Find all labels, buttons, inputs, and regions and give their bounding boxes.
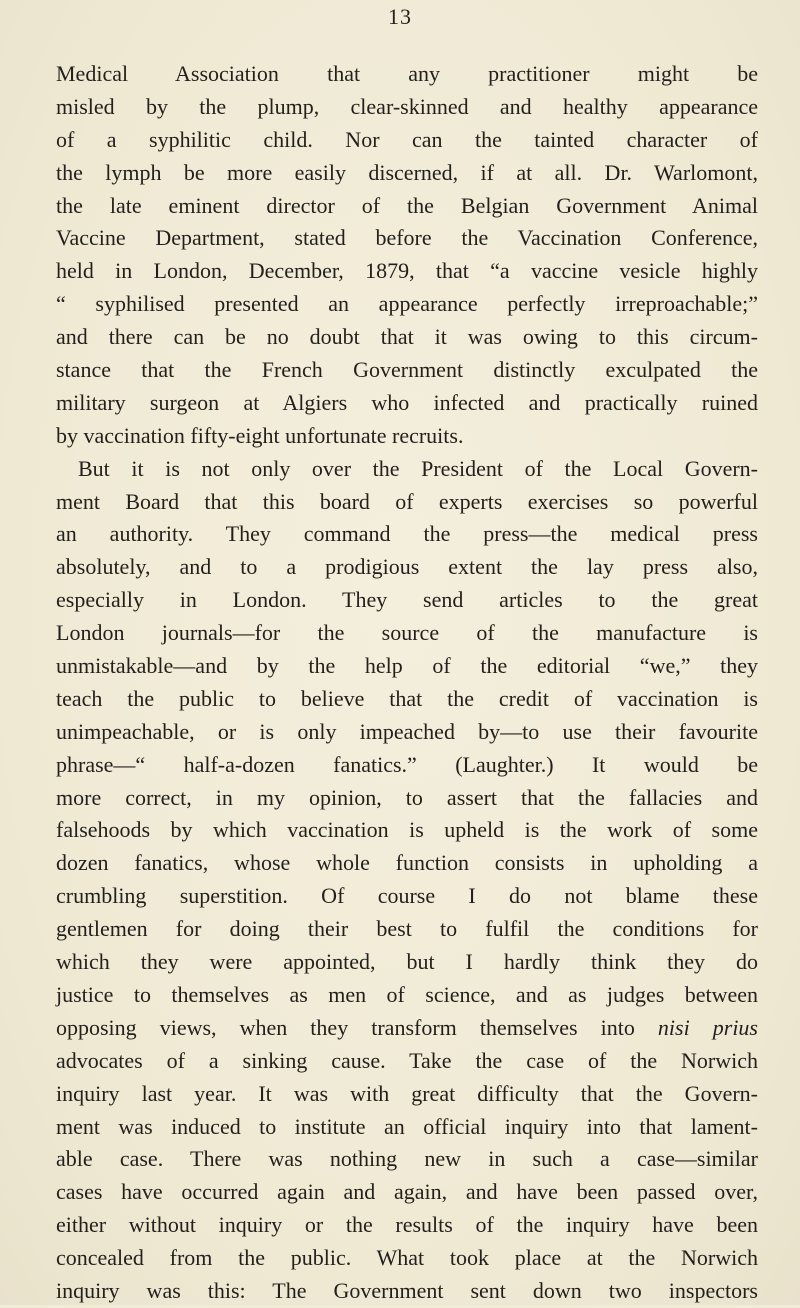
text-line: which they were appointed, but I hardly think they do <box>56 949 758 975</box>
text-line: misled by the plump, clear-skinned and healthy appearance <box>56 93 758 119</box>
text-line: able case. There was nothing new in such a case—similar <box>56 1146 758 1172</box>
text-line: London journals—for the source of the manufacture is <box>56 620 758 646</box>
text-line: either without inquiry or the results of the inquiry have been <box>56 1212 758 1238</box>
text-line: crumbling superstition. Of course I do not blame these <box>56 883 758 909</box>
text-line: the late eminent director of the Belgian Government Animal <box>56 192 758 218</box>
text-line: ment was induced to institute an official inquiry into that lament- <box>56 1113 758 1139</box>
text-line: stance that the French Government distinctly exculpated the <box>56 357 758 383</box>
text-line: held in London, December, 1879, that “a vaccine vesicle highly <box>56 258 758 284</box>
italic-phrase: nisi prius <box>657 1014 758 1040</box>
text-line: absolutely, and to a prodigious extent the lay press also, <box>56 554 758 580</box>
text-line: falsehoods by which vaccination is upheld is the work of some <box>56 817 758 843</box>
text-line: inquiry last year. It was with great difficulty that the Govern- <box>56 1080 758 1106</box>
text-line: by vaccination fifty-eight unfortunate recruits. <box>56 422 464 448</box>
text-line: Medical Association that any practitioner might be <box>56 61 758 86</box>
text-line: more correct, in my opinion, to assert that the fallacies and <box>56 784 758 810</box>
text-line: military surgeon at Algiers who infected and practically ruined <box>56 389 758 415</box>
text-line: advocates of a sinking cause. Take the case of the Norwich <box>56 1047 758 1073</box>
text-line-segment: opposing views, when they transform themselves into <box>56 1014 635 1040</box>
text-line: cases have occurred again and again, and have been passed over, <box>56 1179 758 1205</box>
text-line: concealed from the public. What took place at the Norwich <box>56 1245 758 1271</box>
page-number: 13 <box>388 4 412 29</box>
text-line: and there can be no doubt that it was owing to this circum- <box>56 324 758 350</box>
text-line: inquiry was this: The Government sent down two inspectors <box>56 1277 758 1303</box>
text-line: “ syphilised presented an appearance perfectly irreproachable;” <box>56 291 758 317</box>
text-line: of a syphilitic child. Nor can the tainted character of <box>56 126 758 152</box>
text-line: teach the public to believe that the credit of vaccination is <box>56 685 758 711</box>
text-line: unmistakable—and by the help of the editorial “we,” they <box>56 653 758 679</box>
text-line: phrase—“ half-a-dozen fanatics.” (Laughter.) It would be <box>56 751 758 777</box>
text-line: the lymph be more easily discerned, if at all. Dr. Warlomont, <box>56 159 758 185</box>
text-line: dozen fanatics, whose whole function consists in upholding a <box>56 850 758 876</box>
body-text <box>56 58 758 1308</box>
text-line: gentlemen for doing their best to fulfil the conditions for <box>56 916 758 942</box>
text-line: justice to themselves as men of science, and as judges between <box>56 981 758 1007</box>
text-line: ment Board that this board of experts exercises so powerful <box>56 488 758 514</box>
text-line: Vaccine Department, stated before the Vaccination Conference, <box>56 225 758 251</box>
text-line-with-italic <box>56 1012 758 1045</box>
text-line: But it is not only over the President of the Local Govern- <box>78 455 758 481</box>
text-line: unimpeachable, or is only impeached by—to use their favourite <box>56 718 758 744</box>
text-line: especially in London. They send articles to the great <box>56 587 758 613</box>
text-line: an authority. They command the press—the medical press <box>56 521 758 547</box>
